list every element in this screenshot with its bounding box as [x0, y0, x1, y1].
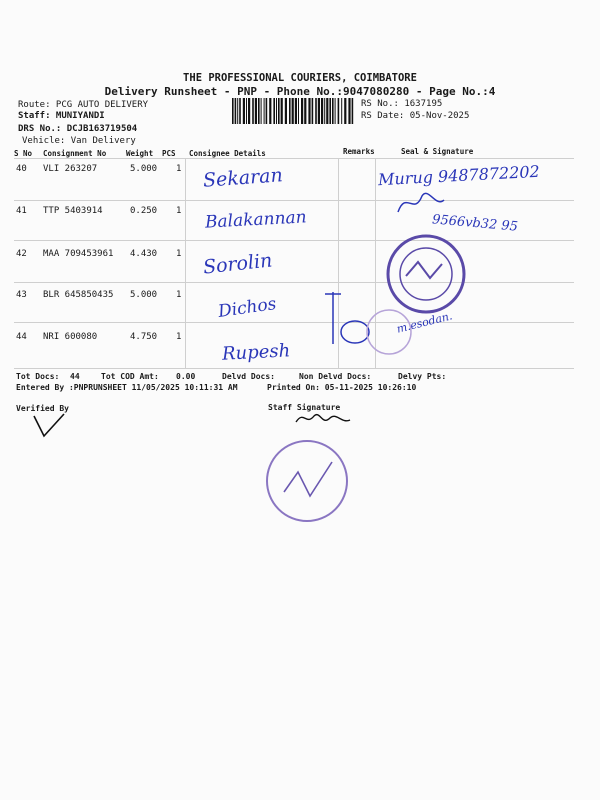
row-sno: 43 — [16, 290, 27, 300]
row-consignment: VLI 263207 — [43, 164, 98, 174]
barcode — [232, 98, 356, 124]
row-sno: 41 — [16, 206, 27, 216]
receiver-signature: 9566vb32 95 — [431, 212, 519, 235]
receiver-signature: m.esodan. — [395, 309, 454, 336]
row-weight: 0.250 — [130, 206, 158, 216]
rs-date: RS Date: 05-Nov-2025 — [361, 111, 470, 121]
row-weight: 5.000 — [130, 164, 158, 174]
total-docs: 44 — [70, 372, 80, 381]
col-weight: Weight — [126, 149, 154, 158]
grid-line — [14, 158, 574, 159]
grid-line — [14, 200, 574, 201]
consignee-signature: Dichos — [216, 294, 278, 322]
row-weight: 5.000 — [130, 290, 158, 300]
consignee-signature: Rupesh — [221, 340, 291, 365]
row-pcs: 1 — [176, 249, 182, 259]
grid-line — [14, 322, 574, 323]
receiver-signature: Murug 9487872202 — [377, 161, 541, 190]
delivery-points: Delvy Pts: — [398, 372, 447, 381]
col-consignee: Consignee Details — [189, 149, 266, 158]
total-cod: 0.00 — [176, 372, 196, 381]
row-pcs: 1 — [176, 206, 182, 216]
staff-round-stamp — [262, 436, 352, 526]
row-consignment: MAA 709453961 — [43, 249, 114, 259]
signature-scribble — [392, 182, 462, 222]
col-pcs: PCS — [162, 149, 176, 158]
col-sno: S No — [14, 149, 33, 158]
consignee-signature: Sorolin — [202, 249, 274, 279]
col-remarks: Remarks — [343, 147, 375, 156]
row-pcs: 1 — [176, 290, 182, 300]
consignee-signature: Sekaran — [202, 164, 284, 192]
grid-line — [14, 368, 574, 369]
row-weight: 4.430 — [130, 249, 158, 259]
row-consignment: NRI 600080 — [43, 332, 98, 342]
row-consignment: BLR 645850435 — [43, 290, 114, 300]
delivered-docs: Delvd Docs: — [222, 372, 275, 381]
row-sno: 40 — [16, 164, 27, 174]
vehicle: Vehicle: Van Delivery — [22, 136, 136, 146]
grid-line — [14, 240, 574, 241]
signature-scribble — [325, 292, 415, 372]
consignee-signature: Balakannan — [204, 207, 308, 233]
verifier-signature — [30, 410, 70, 440]
verified-by-label: Verified By — [16, 404, 69, 413]
route: Route: PCG AUTO DELIVERY — [18, 100, 149, 110]
drs-number: DRS No.: DCJB163719504 — [18, 124, 138, 134]
row-weight: 4.750 — [130, 332, 158, 342]
row-sno: 42 — [16, 249, 27, 259]
rs-number: RS No.: 1637195 — [361, 99, 443, 109]
staff: Staff: MUNIYANDI — [18, 111, 105, 121]
staff-signature-label: Staff Signature — [268, 403, 341, 412]
total-cod-label: Tot COD Amt: — [101, 372, 159, 381]
total-docs-label: Tot Docs: — [16, 372, 60, 381]
grid-line — [14, 282, 574, 283]
staff-signature — [294, 408, 354, 430]
col-consignment: Consignment No — [43, 149, 107, 158]
row-pcs: 1 — [176, 332, 182, 342]
grid-line — [185, 158, 186, 368]
row-pcs: 1 — [176, 164, 182, 174]
non-delivered-docs: Non Delvd Docs: — [299, 372, 372, 381]
row-consignment: TTP 5403914 — [43, 206, 103, 216]
col-seal: Seal & Signature — [401, 147, 474, 156]
company-title: THE PROFESSIONAL COURIERS, COIMBATORE — [183, 72, 417, 84]
entered-by: Entered By :PNPRUNSHEET 11/05/2025 10:11:31 AM — [16, 383, 238, 392]
row-sno: 44 — [16, 332, 27, 342]
printed-on: Printed On: 05-11-2025 10:26:10 — [267, 383, 417, 392]
runsheet-subtitle: Delivery Runsheet - PNP - Phone No.:9047080280 - Page No.:4 — [104, 85, 496, 98]
